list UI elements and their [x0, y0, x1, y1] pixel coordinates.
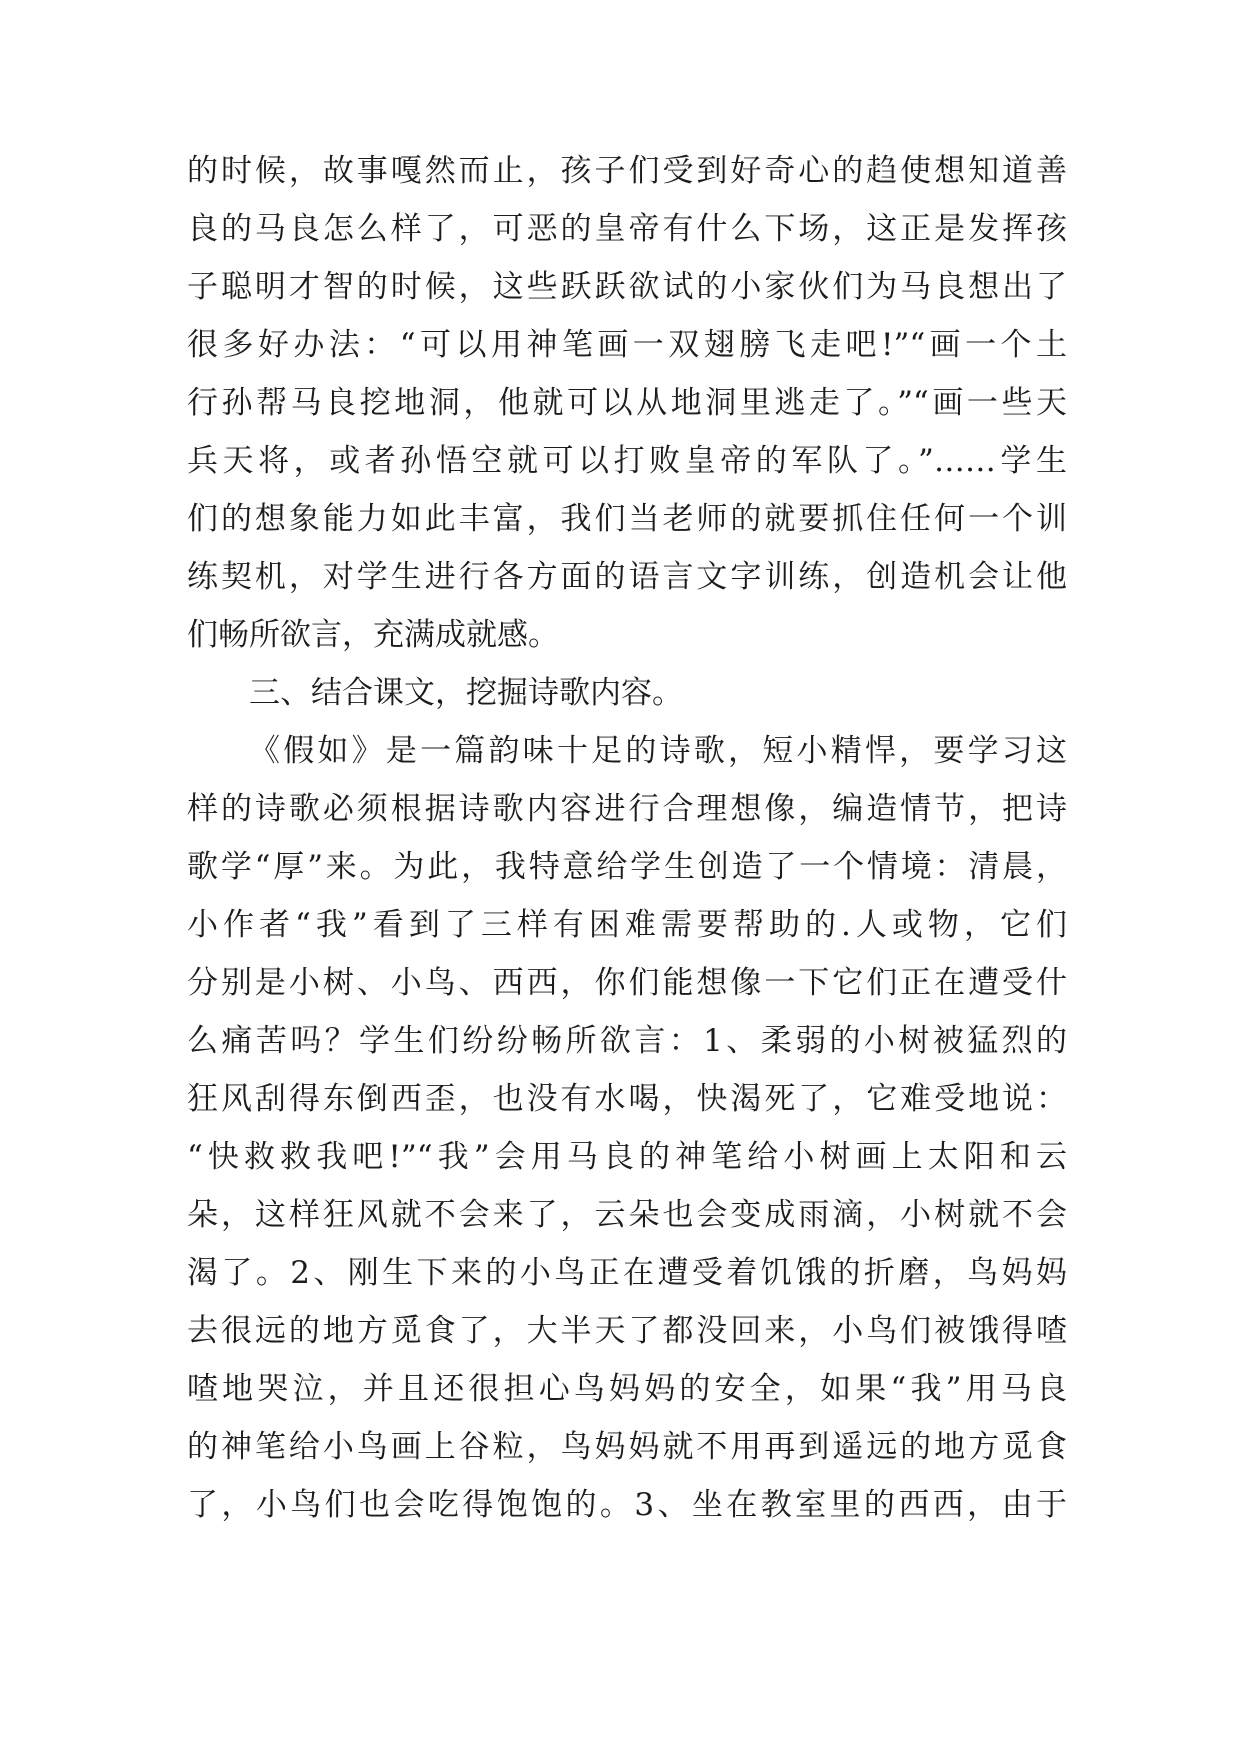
paragraph-first-line: 《假如》是一篇韵味十足的诗歌，短小精悍，要学习这: [249, 733, 1067, 769]
text-line: “快救救我吧!”“我”会用马良的神笔给小树画上太阳和云: [187, 1139, 1067, 1175]
text-line: 小作者“我”看到了三样有困难需要帮助的.人或物，它们: [187, 907, 1067, 943]
text-line: 样的诗歌必须根据诗歌内容进行合理想像，编造情节，把诗: [187, 791, 1067, 827]
text-line: 们的想象能力如此丰富，我们当老师的就要抓住任何一个训: [187, 501, 1067, 537]
text-line: 了，小鸟们也会吃得饱饱的。3、坐在教室里的西西，由于: [187, 1487, 1067, 1523]
text-line: 很多好办法：“可以用神笔画一双翅膀飞走吧!”“画一个土: [187, 327, 1067, 363]
text-line: 去很远的地方觅食了，大半天了都没回来，小鸟们被饿得喳: [187, 1313, 1067, 1349]
text-line: 兵天将，或者孙悟空就可以打败皇帝的军队了。”……学生: [187, 443, 1067, 479]
text-line: 的神笔给小鸟画上谷粒，鸟妈妈就不用再到遥远的地方觅食: [187, 1429, 1067, 1465]
text-line: 子聪明才智的时候，这些跃跃欲试的小家伙们为马良想出了: [187, 269, 1067, 305]
section-heading: 三、结合课文，挖掘诗歌内容。: [249, 675, 683, 711]
text-line: 喳地哭泣，并且还很担心鸟妈妈的安全，如果“我”用马良: [187, 1371, 1067, 1407]
text-line: 朵，这样狂风就不会来了，云朵也会变成雨滴，小树就不会: [187, 1197, 1067, 1233]
text-line: 的时候，故事嘎然而止，孩子们受到好奇心的趋使想知道善: [187, 153, 1067, 189]
paragraph-end-line: 们畅所欲言，充满成就感。: [187, 617, 559, 653]
text-line: 么痛苦吗？学生们纷纷畅所欲言：1、柔弱的小树被猛烈的: [187, 1023, 1067, 1059]
text-line: 歌学“厚”来。为此，我特意给学生创造了一个情境：清晨，: [187, 849, 1067, 885]
text-line: 渴了。2、刚生下来的小鸟正在遭受着饥饿的折磨，鸟妈妈: [187, 1255, 1067, 1291]
text-line: 狂风刮得东倒西歪，也没有水喝，快渴死了，它难受地说：: [187, 1081, 1067, 1117]
text-line: 行孙帮马良挖地洞，他就可以从地洞里逃走了。”“画一些天: [187, 385, 1067, 421]
text-line: 练契机，对学生进行各方面的语言文字训练，创造机会让他: [187, 559, 1067, 595]
text-line: 良的马良怎么样了，可恶的皇帝有什么下场，这正是发挥孩: [187, 211, 1067, 247]
text-line: 分别是小树、小鸟、西西，你们能想像一下它们正在遭受什: [187, 965, 1067, 1001]
